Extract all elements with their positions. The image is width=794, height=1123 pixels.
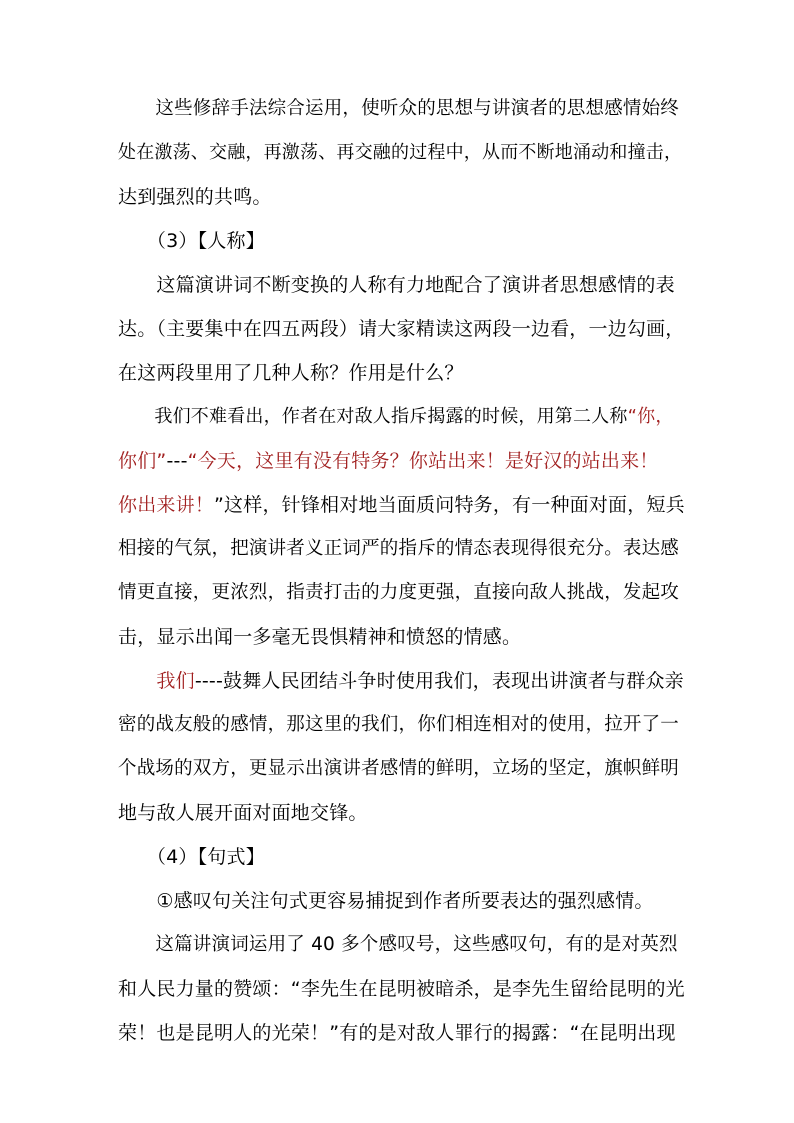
text-segment: 地与敌人展开面对面地交锋。 <box>118 802 368 824</box>
text-segment: 情更直接，更浓烈，指责打击的力度更强，直接向敌人挑战，发起攻 <box>118 582 680 603</box>
text-segment: 击，显示出闻一多毫无畏惧精神和愤怒的情感。 <box>118 626 522 648</box>
text-segment: 相接的气氛，把演讲者义正词严的指斥的情态表现得很充分。表达感 <box>118 538 680 559</box>
text-line <box>118 493 685 517</box>
text-line <box>118 977 685 1001</box>
text-segment: 我们不难看出，作者在对敌人指斥揭露的时候，用第二人称 <box>118 406 628 427</box>
text-line <box>118 273 675 297</box>
text-segment: 荣！也是昆明人的光荣！”有的是对敌人罪行的揭露：“在昆明出现 <box>118 1022 676 1044</box>
text-segment: 达到强烈的共鸣。 <box>118 186 272 208</box>
text-segment: ①感叹句关注句式更容易捕捉到作者所要表达的强烈感情。 <box>118 890 654 912</box>
text-segment: 这篇演讲词不断变换的人称有力地配合了演讲者思想感情的表 <box>118 274 675 296</box>
text-segment: 个战场的双方，更显示出演讲者感情的鲜明，立场的坚定，旗帜鲜明 <box>118 758 680 779</box>
text-line <box>118 669 684 693</box>
text-line <box>118 141 682 165</box>
text-segment: --- <box>166 450 188 472</box>
highlighted-text: 你出来讲！ <box>118 494 215 516</box>
highlighted-text: 我们 <box>156 670 195 692</box>
text-segment: 处在激荡、交融，再激荡、再交融的过程中，从而不断地涌动和撞击， <box>118 142 683 163</box>
text-segment: （4）【句式】 <box>118 846 265 868</box>
text-line <box>118 405 674 429</box>
text-line <box>118 361 464 385</box>
text-line <box>118 229 265 253</box>
text-segment: ”这样，针锋相对地当面质问特务，有一种面对面，短兵 <box>214 494 685 516</box>
highlighted-text: 你们” <box>118 450 167 472</box>
text-segment: ----鼓舞人民团结斗争时使用我们，表现出讲演者与群众亲 <box>194 670 684 692</box>
text-line <box>118 581 679 605</box>
text-line <box>118 1021 676 1045</box>
highlighted-text: “你， <box>627 406 674 427</box>
text-line <box>118 185 272 209</box>
text-line <box>118 537 679 561</box>
text-line <box>118 317 685 341</box>
text-segment: 在这两段里用了几种人称？作用是什么？ <box>118 362 464 384</box>
text-line <box>118 625 521 649</box>
text-segment: 和人民力量的赞颂：“李先生在昆明被暗杀，是李先生留给昆明的光 <box>118 978 685 1000</box>
text-line <box>118 97 679 121</box>
text-segment: 密的战友般的感情，那这里的我们，你们相连相对的使用，拉开了一 <box>118 714 680 735</box>
text-line <box>118 757 679 781</box>
text-line <box>118 845 265 869</box>
text-segment: （3）【人称】 <box>118 230 265 252</box>
highlighted-text: “今天，这里有没有特务？你站出来！是好汉的站出来！ <box>187 450 659 472</box>
text-line <box>118 801 368 825</box>
text-segment: 这些修辞手法综合运用，使听众的思想与讲演者的思想感情始终 <box>118 98 680 119</box>
text-line <box>118 933 678 957</box>
text-line <box>118 449 658 473</box>
text-segment: 这篇讲演词运用了 40 多个感叹号，这些感叹句，有的是对英烈 <box>118 934 678 955</box>
text-line <box>118 889 654 913</box>
text-line <box>118 713 679 737</box>
text-segment <box>118 670 156 692</box>
text-segment: 达。（主要集中在四五两段）请大家精读这两段一边看，一边勾画， <box>118 318 685 340</box>
